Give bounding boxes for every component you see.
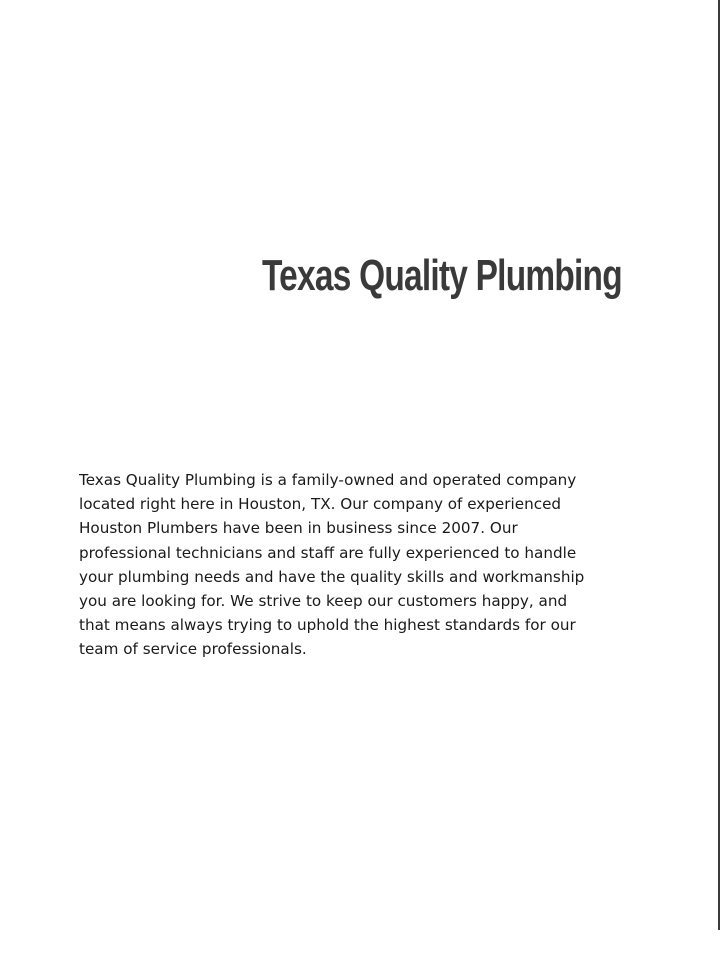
intro-paragraph: Texas Quality Plumbing is a family-owned and operated company located right here in Houston, TX. Our company of experienced Houston Plumbers have been in business since 2007. Our professional technicians and staff are fully experienced to handle your plumbing needs and have the quality skills and workmanship you are looking for. We strive to keep our customers happy, and that means always trying to uphold the highest standards for our team of service professionals.: [79, 471, 585, 659]
page-title: Texas Quality Plumbing: [262, 251, 622, 300]
